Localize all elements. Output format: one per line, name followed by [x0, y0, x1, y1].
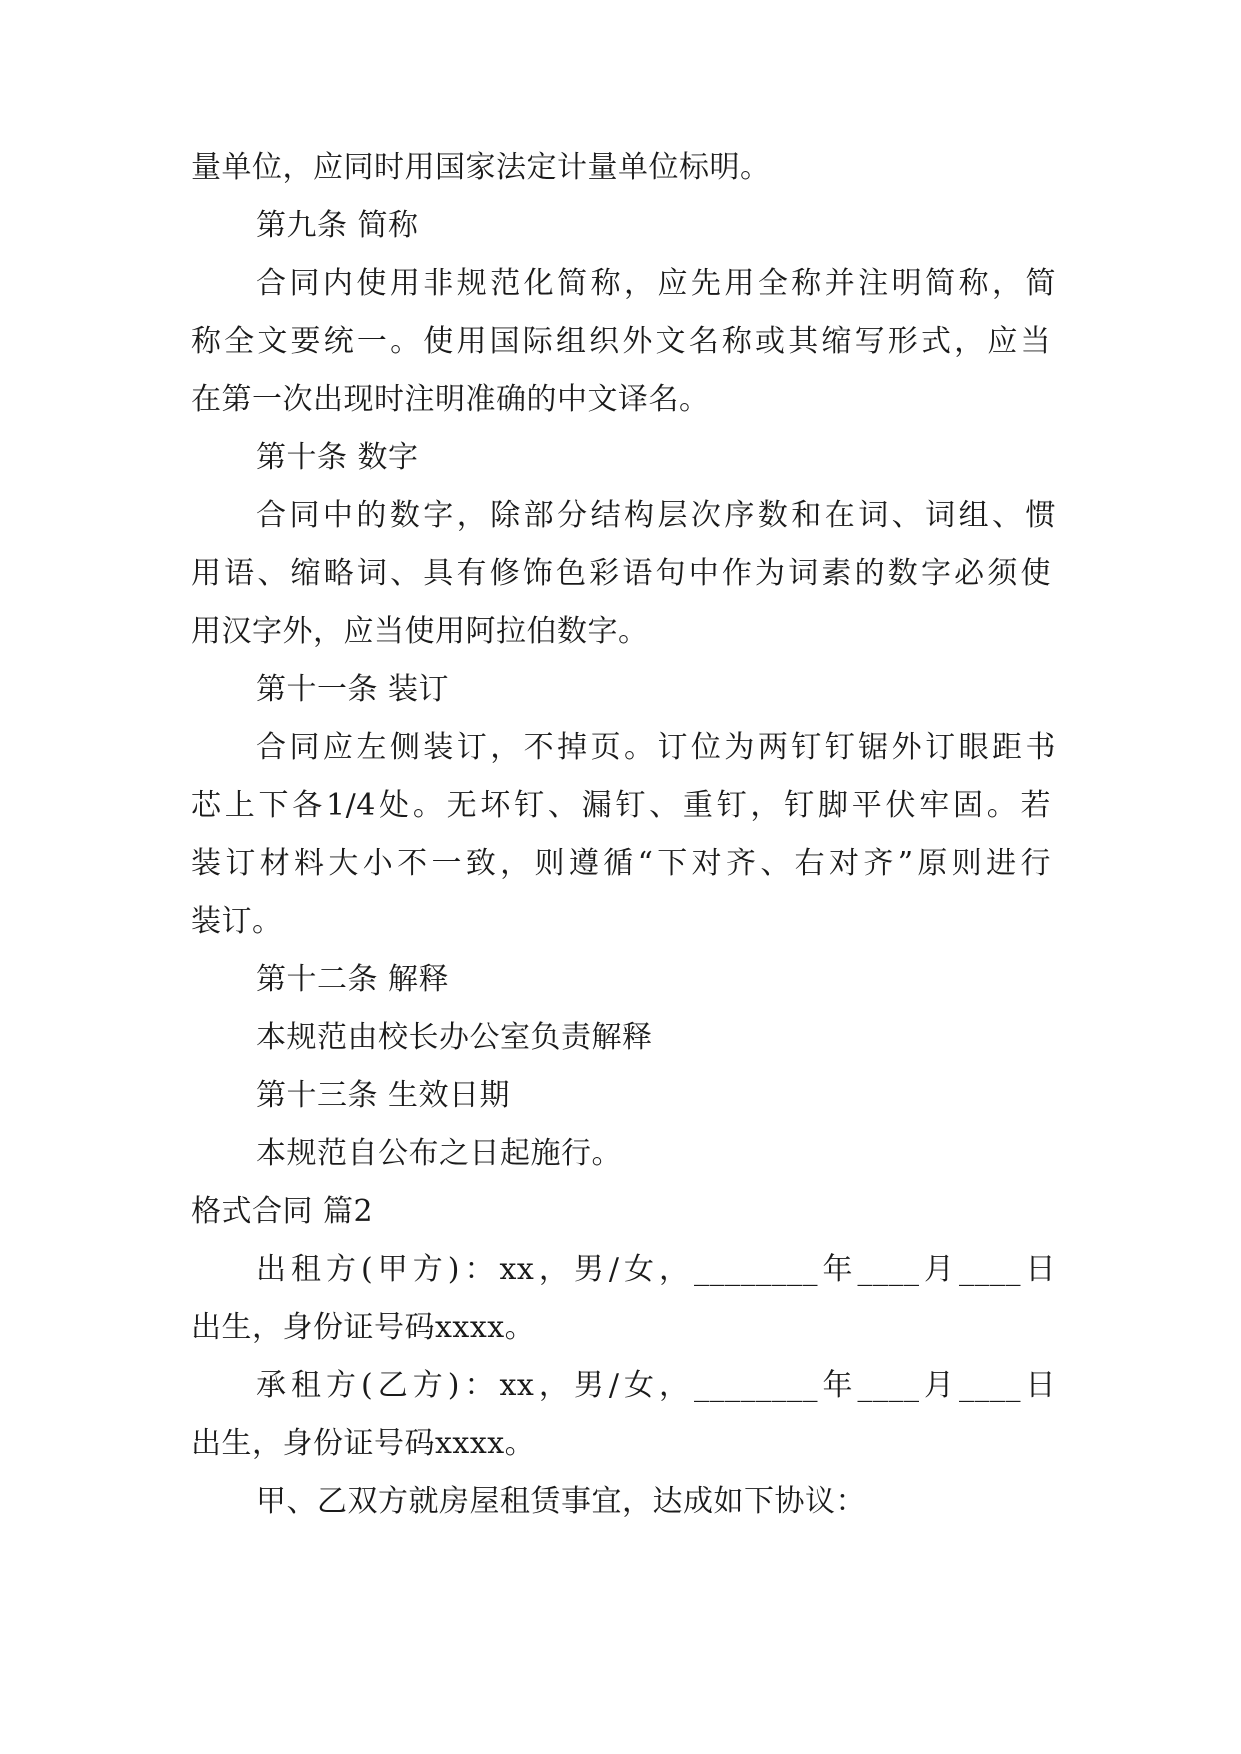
paragraph-line: 合同内使用非规范化简称，应先用全称并注明简称，简	[256, 266, 1056, 301]
paragraph-line: 量单位，应同时用国家法定计量单位标明。	[191, 150, 771, 185]
article-heading: 第十一条 装订	[256, 672, 450, 707]
paragraph-line: 装订材料大小不一致，则遵循“下对齐、右对齐”原则进行	[191, 846, 1051, 881]
paragraph-line: 出生，身份证号码xxxx。	[191, 1310, 536, 1345]
paragraph-line: 用语、缩略词、具有修饰色彩语句中作为词素的数字必须使	[191, 556, 1051, 591]
paragraph-line: 承租方(乙方)：xx，男/女，________年____月____日	[256, 1368, 1056, 1403]
paragraph-line: 合同中的数字，除部分结构层次序数和在词、词组、惯	[256, 498, 1056, 533]
article-heading: 第十二条 解释	[256, 962, 450, 997]
paragraph-line: 用汉字外，应当使用阿拉伯数字。	[191, 614, 649, 649]
paragraph-line: 本规范自公布之日起施行。	[256, 1136, 622, 1171]
paragraph-line: 甲、乙双方就房屋租赁事宜，达成如下协议：	[256, 1484, 866, 1519]
paragraph-line: 称全文要统一。使用国际组织外文名称或其缩写形式，应当	[191, 324, 1051, 359]
article-heading: 第九条 简称	[256, 208, 419, 243]
paragraph-line: 出生，身份证号码xxxx。	[191, 1426, 536, 1461]
paragraph-line: 合同应左侧装订，不掉页。订位为两钉钉锯外订眼距书	[256, 730, 1056, 765]
paragraph-line: 装订。	[191, 904, 283, 939]
paragraph-line: 本规范由校长办公室负责解释	[256, 1020, 653, 1055]
article-heading: 第十条 数字	[256, 440, 419, 475]
article-heading: 第十三条 生效日期	[256, 1078, 511, 1113]
section-title: 格式合同 篇2	[191, 1194, 374, 1229]
paragraph-line: 出租方(甲方)：xx，男/女，________年____月____日	[256, 1252, 1056, 1287]
paragraph-line: 芯上下各1/4处。无坏钉、漏钉、重钉，钉脚平伏牢固。若	[191, 788, 1051, 823]
paragraph-line: 在第一次出现时注明准确的中文译名。	[191, 382, 710, 417]
